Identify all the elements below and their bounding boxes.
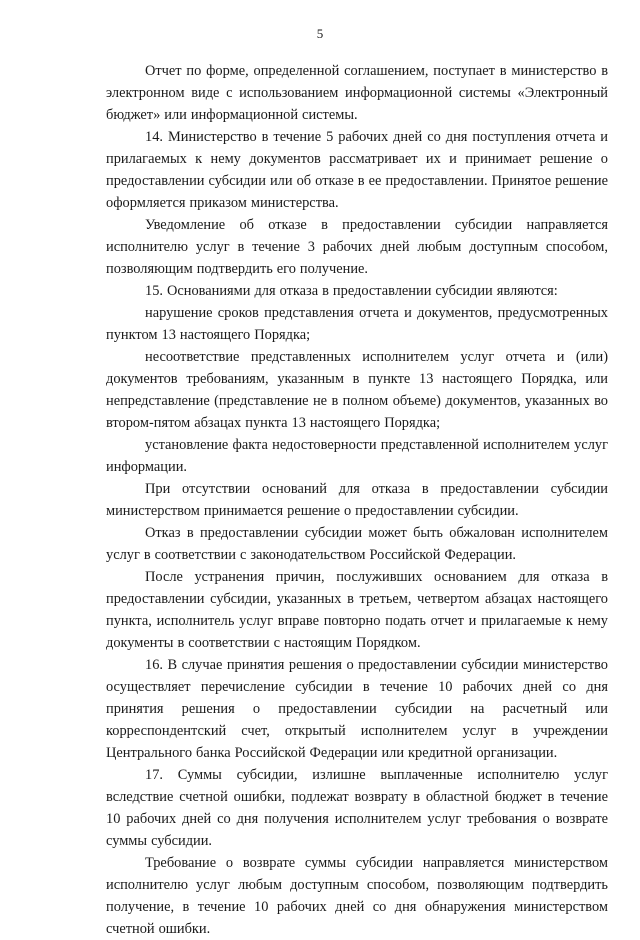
paragraph-ground-false-info: установление факта недостоверности представленной исполнителем услуг информации. — [106, 437, 608, 475]
document-body — [106, 60, 608, 940]
paragraph-17-refund: 17. Суммы субсидии, излишне выплаченные исполнителю услуг вследствие счетной ошибки, подлежат возврату в областной бюджет в течение 10 рабочих дней со дня получения исполнителем услуг требования о возврате суммы субсидии. — [106, 767, 608, 849]
page-number: 5 — [316, 26, 324, 41]
paragraph-15-grounds: 15. Основаниями для отказа в предоставлении субсидии являются: — [145, 283, 558, 299]
paragraph-appeal: Отказ в предоставлении субсидии может быть обжалован исполнителем услуг в соответствии с законодательством Российской Федерации. — [106, 525, 608, 563]
paragraph-refusal-notice: Уведомление об отказе в предоставлении субсидии направляется исполнителю услуг в течение 3 рабочих дней любым доступным способом, позволяющим подтвердить его получение. — [106, 217, 608, 277]
paragraph-16-transfer: 16. В случае принятия решения о предоставлении субсидии министерство осуществляет перечисление субсидии в течение 10 рабочих дней со дня принятия решения о предоставлении субсидии на расчетный или корреспондентский счет, открытый исполнителем услуг в учреждении Центрального банка Российской Федерации или кредитной организации. — [106, 657, 608, 761]
paragraph-no-grounds: При отсутствии оснований для отказа в предоставлении субсидии министерством принимается решение о предоставлении субсидии. — [106, 481, 608, 519]
paragraph-resubmission: После устранения причин, послуживших основанием для отказа в предоставлении субсидии, указанных в третьем, четвертом абзацах настоящего пункта, исполнитель услуг вправе повторно подать отчет и прилагаемые к нему документы в соответствии с настоящим Порядком. — [106, 569, 608, 651]
paragraph-14-decision: 14. Министерство в течение 5 рабочих дней со дня поступления отчета и прилагаемых к нему документов рассматривает их и принимает решение о предоставлении субсидии или об отказе в ее предоставлении. Принятое решение оформляется приказом министерства. — [106, 129, 608, 211]
paragraph-report-submission: Отчет по форме, определенной соглашением, поступает в министерство в электронном виде с использованием информационной системы «Электронный бюджет» или информационной системы. — [106, 63, 608, 123]
paragraph-ground-deadline: нарушение сроков представления отчета и документов, предусмотренных пунктом 13 настоящего Порядка; — [106, 305, 608, 343]
paragraph-ground-noncompliance: несоответствие представленных исполнителем услуг отчета и (или) документов требованиям, указанным в пункте 13 настоящего Порядка, или непредставление (представление не в полном объеме) документов, указанных во втором-пятом абзацах пункта 13 настоящего Порядка; — [106, 349, 608, 431]
paragraph-refund-demand: Требование о возврате суммы субсидии направляется министерством исполнителю услуг любым доступным способом, позволяющим подтвердить получение, в течение 10 рабочих дней со дня обнаружения министерством счетной ошибки. — [106, 855, 608, 937]
